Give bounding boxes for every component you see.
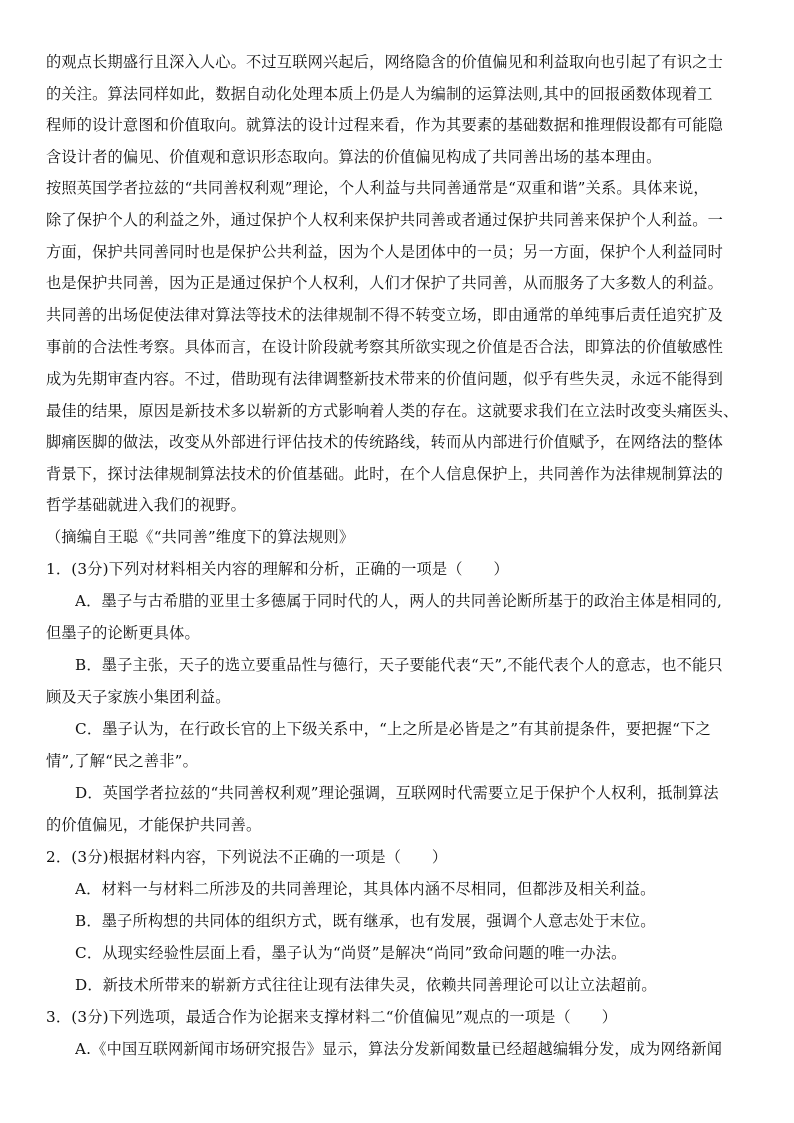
question-1-option-c: C．墨子认为，在行政长官的上下级关系中，“上之所是必皆是之”有其前提条件，要把握“下之 [75,720,711,738]
paragraph-line: 最佳的结果，原因是新技术多以崭新的方式影响着人类的存在。这就要求我们在立法时改变头痛医头、 [46,402,739,420]
question-1-option-b-cont: 顾及天子家族小集团利益。 [46,688,231,706]
paragraph-line: 的观点长期盛行且深入人心。不过互联网兴起后，网络隐含的价值偏见和利益取向也引起了有识之士 [46,53,724,71]
question-2-option-b: B．墨子所构想的共同体的组织方式，既有继承，也有发展，强调个人意志处于末位。 [75,912,656,930]
question-1-option-d-cont: 的价值偏见，才能保护共同善。 [46,816,262,834]
paragraph-line: 含设计者的偏见、价值观和意识形态取向。算法的价值偏见构成了共同善出场的基本理由。 [46,148,662,166]
paragraph-line: 共同善的出场促使法律对算法等技术的法律规制不得不转变立场，即由通常的单纯事后责任追究扩及 [46,306,724,324]
paragraph-line: 程师的设计意图和价值取向。就算法的设计过程来看，作为其要素的基础数据和推理假设都有可能隐 [46,116,724,134]
paragraph-line: 也是保护共同善，因为正是通过保护个人权利，人们才保护了共同善，从而服务了大多数人的利益。 [46,274,724,292]
paragraph-line: 的关注。算法同样如此，数据自动化处理本质上仍是人为编制的运算法则,其中的回报函数体现着工 [46,85,713,103]
question-3-option-a: A.《中国互联网新闻市场研究报告》显示，算法分发新闻数量已经超越编辑分发，成为网络新闻 [75,1040,723,1058]
paragraph-line: 按照英国学者拉兹的“共同善权利观”理论，个人利益与共同善通常是“双重和谐”关系。具体来说， [46,179,709,197]
question-2-stem: 2．(3分)根据材料内容，下列说法不正确的一项是（ ） [46,848,448,866]
question-1-option-d: D．英国学者拉兹的“共同善权利观”理论强调，互联网时代需要立足于保护个人权利，抵制算法 [75,784,719,802]
paragraph-line: 哲学基础就进入我们的视野。 [46,496,247,514]
question-2-option-c: C．从现实经验性层面上看，墨子认为“尚贤”是解决“尚同”致命问题的唯一办法。 [75,944,627,962]
question-1-stem: 1．(3分)下列对材料相关内容的理解和分析，正确的一项是（ ） [46,560,509,578]
question-1-option-a: A．墨子与古希腊的亚里士多德属于同时代的人，两人的共同善论断所基于的政治主体是相同的, [75,592,723,610]
paragraph-line: 方面，保护共同善同时也是保护公共利益，因为个人是团体中的一员；另一方面，保护个人利益同时 [46,243,724,261]
paragraph-line: 脚痛医脚的做法，改变从外部进行评估技术的传统路线，转而从内部进行价值赋予，在网络法的整体 [46,433,724,451]
question-1-option-b: B．墨子主张，天子的选立要重品性与德行，天子要能代表“天”,不能代表个人的意志，也不能只 [75,656,723,674]
paragraph-line: 背景下，探讨法律规制算法技术的价值基础。此时，在个人信息保护上，共同善作为法律规制算法的 [46,465,724,483]
paragraph-line: 事前的合法性考察。具体而言，在设计阶段就考察其所欲实现之价值是否合法，即算法的价值敏感性 [46,338,724,356]
question-2-option-a: A．材料一与材料二所涉及的共同善理论，其具体内涵不尽相同，但都涉及相关利益。 [75,880,656,898]
paragraph-line: 成为先期审查内容。不过，借助现有法律调整新技术带来的价值问题，似乎有些失灵，永远不能得到 [46,370,724,388]
question-1-option-c-cont: 情”,了解“民之善非”。 [46,752,199,770]
source-citation: （摘编自王聪《“共同善”维度下的算法规则》 [46,528,355,546]
question-2-option-d: D．新技术所带来的崭新方式往往让现有法律失灵，依赖共同善理论可以让立法超前。 [75,976,657,994]
paragraph-line: 除了保护个人的利益之外，通过保护个人权利来保护共同善或者通过保护共同善来保护个人利益。一 [46,211,724,229]
question-1-option-a-cont: 但墨子的论断更具体。 [46,624,200,642]
question-3-stem: 3．(3分)下列选项，最适合作为论据来支撑材料二“价值偏见”观点的一项是（ ） [46,1008,618,1026]
